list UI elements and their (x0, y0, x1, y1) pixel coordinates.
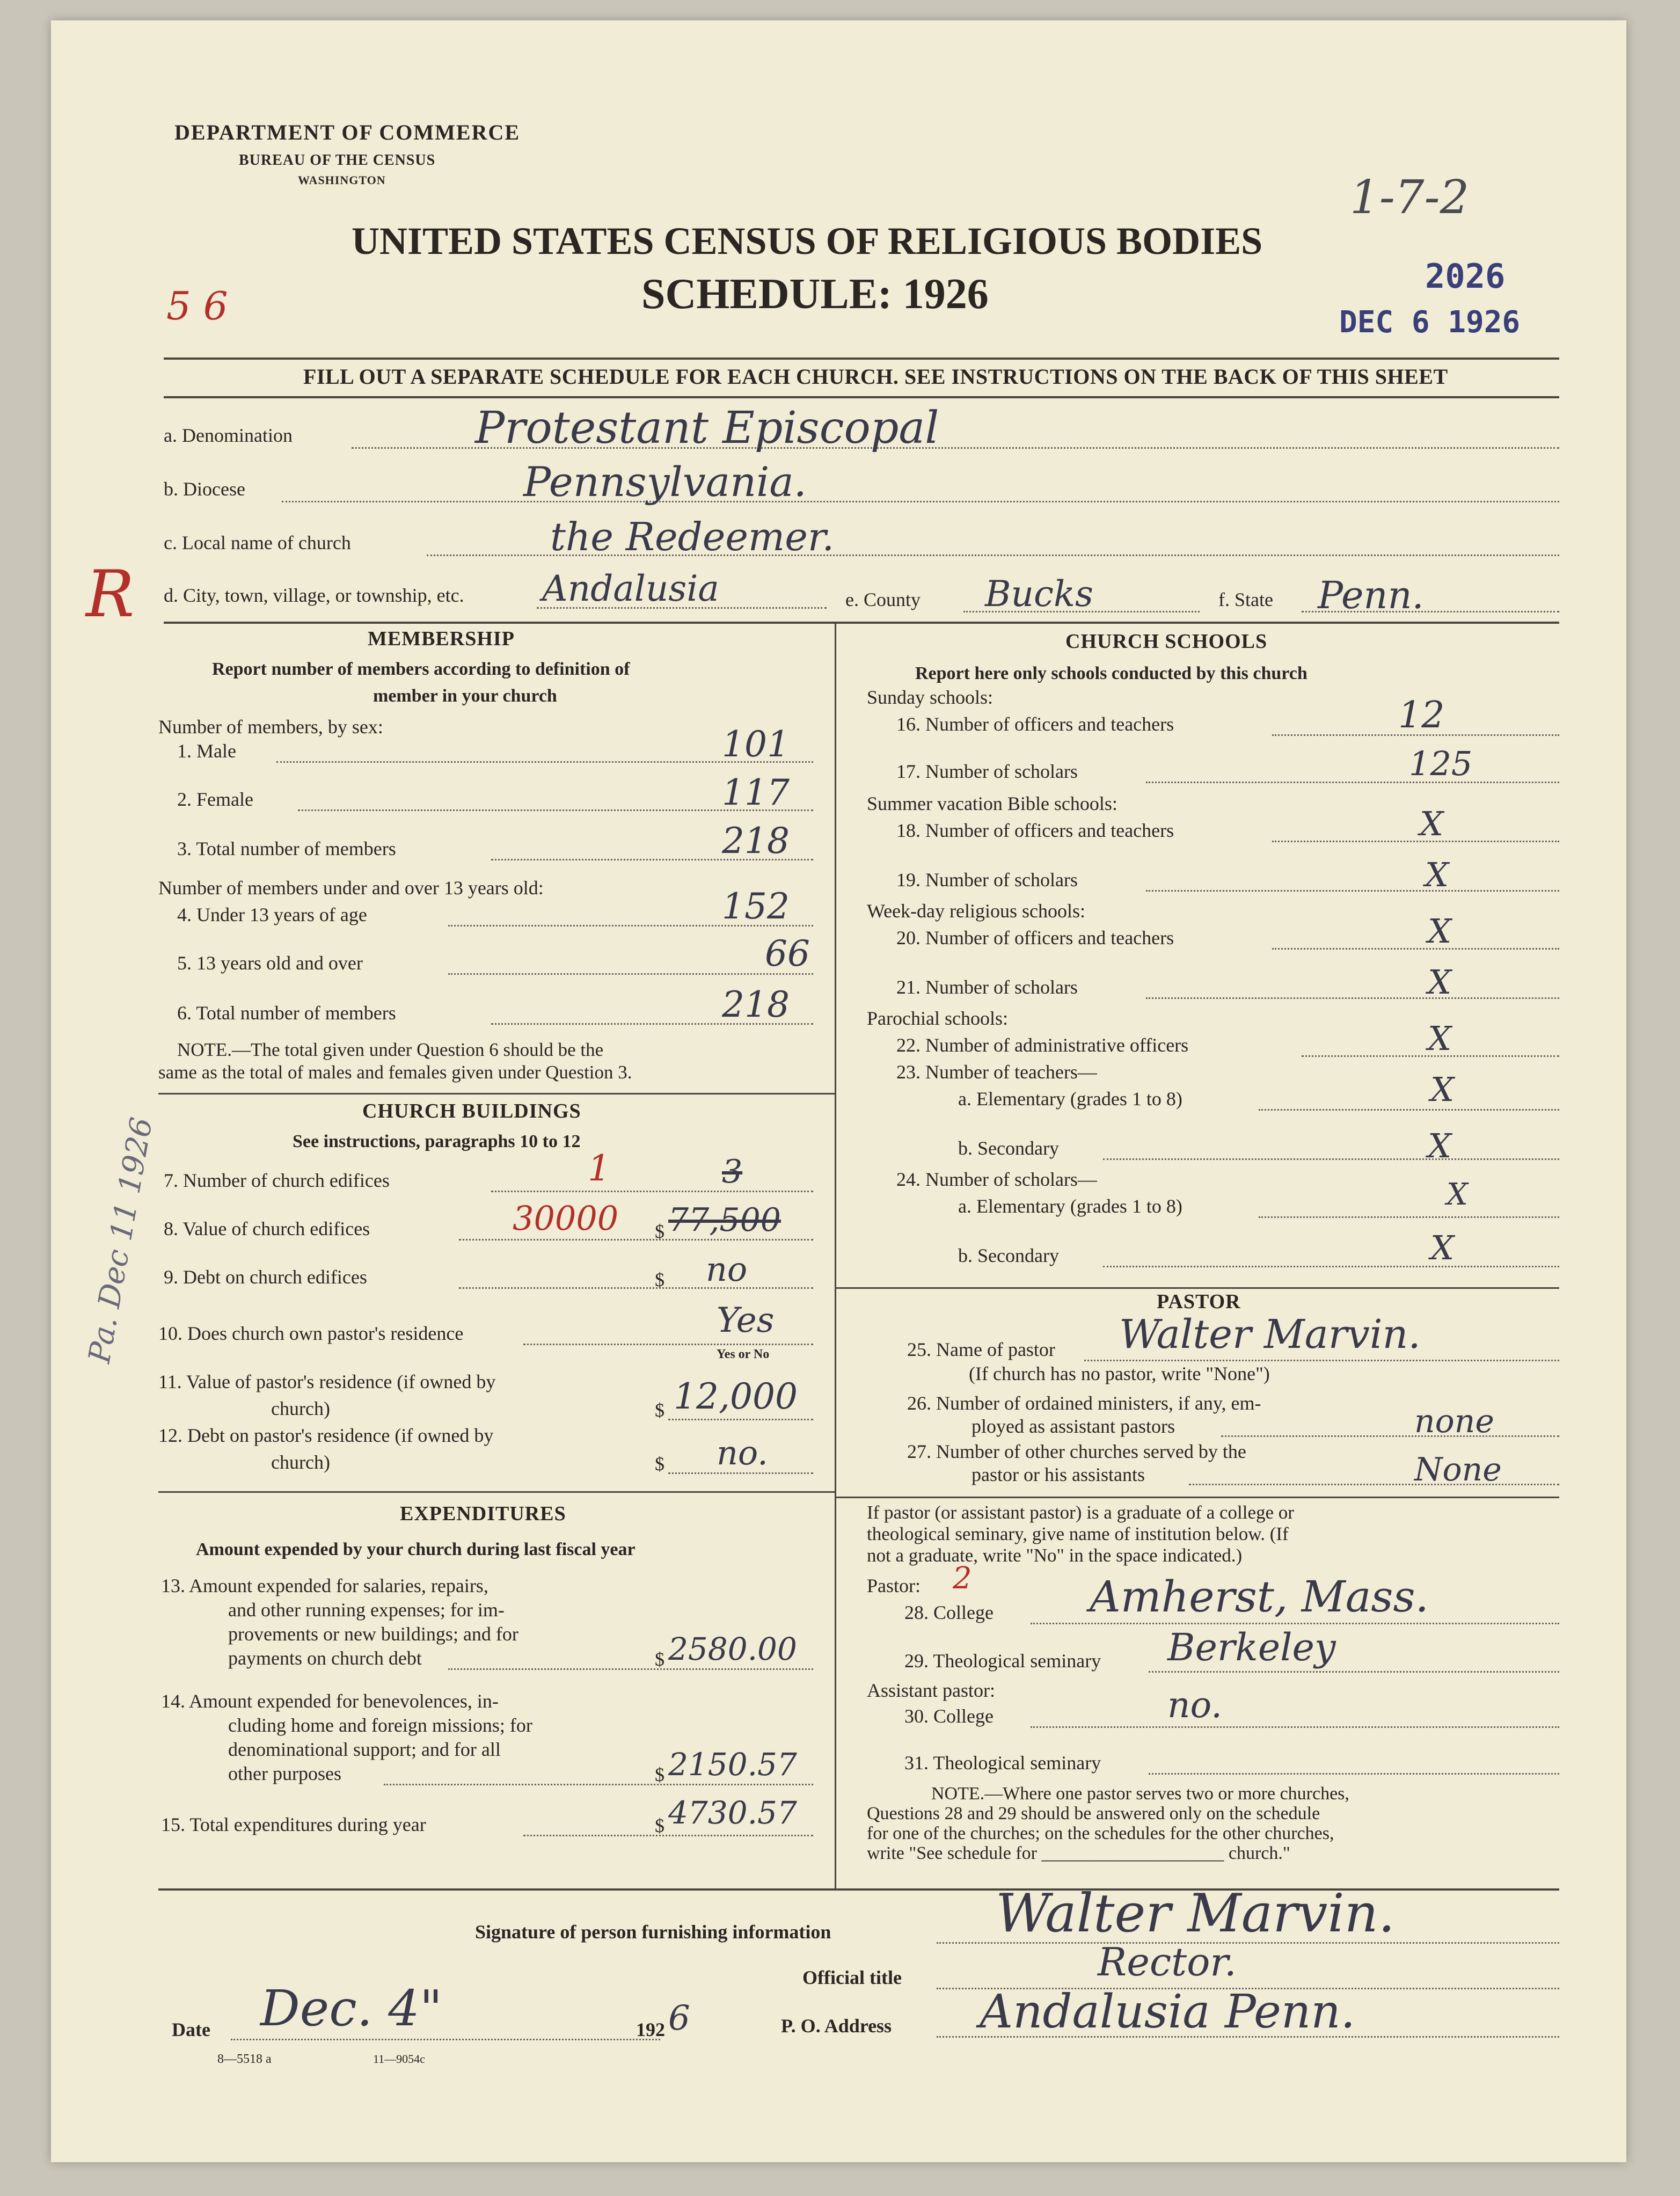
form-title: UNITED STATES CENSUS OF RELIGIOUS BODIES (352, 220, 1263, 262)
q13-dollar: $ (655, 1648, 664, 1670)
q24a-line (1259, 1216, 1559, 1218)
membership-divider (158, 1093, 835, 1095)
q23b-label: b. Secondary (958, 1137, 1059, 1159)
state-label: f. State (1218, 589, 1273, 610)
assistant-pastor-label: Assistant pastor: (867, 1680, 995, 1701)
q31-label: 31. Theological seminary (904, 1752, 1101, 1774)
q14-value: 2150.57 (668, 1746, 797, 1783)
pastor-intro-2: theological seminary, give name of institution below. (If (867, 1523, 1289, 1544)
q21-label: 21. Number of scholars (896, 976, 1078, 998)
q14-label-line2: cluding home and foreign missions; for (228, 1715, 532, 1736)
q23-label: 23. Number of teachers— (896, 1061, 1097, 1083)
q22-label: 22. Number of administrative officers (896, 1034, 1189, 1056)
q14-label-line1: 14. Amount expended for benevolences, in- (161, 1690, 499, 1712)
sunday-schools-label: Sunday schools: (867, 687, 994, 708)
q29-label: 29. Theological seminary (904, 1650, 1101, 1672)
state-value: Penn. (1318, 573, 1424, 617)
q8-original-value: 77,500 (668, 1201, 781, 1239)
q11-line (668, 1419, 813, 1420)
diocese-line (282, 501, 1559, 502)
q19-value: X (1425, 855, 1449, 894)
q23a-label: a. Elementary (grades 1 to 8) (958, 1088, 1182, 1110)
q7-line (491, 1191, 813, 1192)
q30-value: no. (1167, 1684, 1223, 1726)
handwritten-reference-code: 1-7-2 (1350, 171, 1470, 224)
schedule-title: SCHEDULE: 1926 (641, 271, 989, 318)
q26-label-line1: 26. Number of ordained ministers, if any, em- (907, 1392, 1261, 1414)
parochial-schools-label: Parochial schools: (867, 1008, 1008, 1029)
county-label: e. County (845, 589, 921, 610)
pastor-red-mark: 2 (953, 1561, 972, 1596)
column-divider (835, 622, 836, 1888)
q13-label-line3: provements or new buildings; and for (228, 1623, 518, 1645)
schools-divider (835, 1287, 1559, 1289)
date-value: Dec. 4" (260, 1980, 443, 2037)
q23a-line (1259, 1109, 1559, 1111)
q11-label-line1: 11. Value of pastor's residence (if owned by (158, 1371, 496, 1392)
instruction-line: FILL OUT A SEPARATE SCHEDULE FOR EACH CHURCH. SEE INSTRUCTIONS ON THE BACK OF THIS SHEET (303, 364, 1448, 389)
q15-label: 15. Total expenditures during year (161, 1814, 426, 1835)
buildings-title: CHURCH BUILDINGS (362, 1100, 581, 1122)
membership-note-1: NOTE.—The total given under Question 6 should be the (177, 1039, 604, 1060)
q6-value: 218 (722, 984, 790, 1025)
q12-label-line1: 12. Debt on pastor's residence (if owned by (158, 1425, 494, 1446)
instruction-top-rule (164, 358, 1559, 360)
q24b-value: X (1430, 1228, 1455, 1267)
q17-value: 125 (1409, 744, 1473, 783)
members-by-sex-label: Number of members, by sex: (158, 716, 383, 738)
q9-line (459, 1287, 813, 1289)
q5-label: 5. 13 years old and over (177, 952, 363, 974)
q1-label: 1. Male (177, 740, 236, 762)
q18-value: X (1420, 804, 1444, 843)
q12-line (668, 1472, 813, 1474)
buildings-divider (158, 1491, 835, 1493)
q23a-value: X (1430, 1070, 1455, 1109)
q20-line (1272, 948, 1559, 950)
pastor-note-3: for one of the churches; on the schedules for the other churches, (867, 1823, 1334, 1843)
q10-hint: Yes or No (717, 1347, 770, 1361)
q14-label-line3: denominational support; and for all (228, 1739, 501, 1760)
q27-value: None (1414, 1451, 1502, 1489)
q31-line (1149, 1773, 1559, 1775)
instruction-bottom-rule (164, 396, 1559, 398)
local-name-value: the Redeemer. (550, 514, 835, 559)
q13-line (448, 1668, 813, 1670)
q14-line (384, 1784, 813, 1785)
county-value: Bucks (985, 573, 1093, 615)
q15-line (523, 1835, 813, 1836)
q18-label: 18. Number of officers and teachers (896, 820, 1174, 841)
department-heading: DEPARTMENT OF COMMERCE (174, 120, 521, 144)
q13-label-line2: and other running expenses; for im- (228, 1599, 505, 1621)
official-title-label: Official title (802, 1967, 902, 1988)
q15-dollar: $ (655, 1815, 664, 1836)
q7-corrected-value: 1 (588, 1148, 610, 1189)
q16-value: 12 (1398, 694, 1445, 736)
year-prefix: 192 (636, 2019, 665, 2040)
diocese-label: b. Diocese (164, 478, 245, 500)
date-line (231, 2039, 660, 2040)
q29-line (1149, 1671, 1559, 1673)
q9-value: no (706, 1250, 748, 1289)
q24b-line (1103, 1266, 1559, 1267)
expenditures-title: EXPENDITURES (400, 1502, 566, 1525)
q25-value: Walter Marvin. (1119, 1311, 1421, 1358)
bureau-heading: BUREAU OF THE CENSUS (239, 152, 436, 169)
receipt-stamp-number: 2026 (1425, 257, 1506, 296)
denomination-value: Protestant Episcopal (475, 403, 939, 454)
q22-value: X (1428, 1019, 1452, 1058)
q7-label: 7. Number of church edifices (164, 1170, 390, 1191)
members-by-age-label: Number of members under and over 13 years old: (158, 877, 544, 899)
official-title-value: Rector. (1098, 1939, 1237, 1985)
q3-value: 218 (722, 820, 790, 862)
q5-value: 66 (765, 933, 810, 974)
q7-original-value: 3 (722, 1153, 743, 1191)
handwritten-letter-r: R (86, 557, 135, 632)
q20-value: X (1428, 911, 1452, 951)
q25-label: 25. Name of pastor (907, 1339, 1055, 1360)
q9-dollar: $ (655, 1269, 664, 1290)
q26-label-line2: ployed as assistant pastors (972, 1416, 1175, 1437)
pastor-divider (835, 1497, 1559, 1498)
city-label: d. City, town, village, or township, etc. (164, 585, 464, 606)
pastor-note-2: Questions 28 and 29 should be answered only on the schedule (867, 1804, 1320, 1823)
q10-label: 10. Does church own pastor's residence (158, 1323, 464, 1344)
schools-subtitle: Report here only schools conducted by this church (915, 663, 1308, 683)
print-code: 11—9054c (373, 2052, 425, 2066)
q16-label: 16. Number of officers and teachers (896, 713, 1174, 735)
q27-label-line1: 27. Number of other churches served by the (907, 1441, 1246, 1462)
q28-line (1031, 1623, 1559, 1624)
q8-line (459, 1239, 813, 1241)
pastor-intro-3: not a graduate, write "No" in the space indicated.) (867, 1545, 1243, 1566)
city-value: Andalusia (542, 568, 719, 609)
q21-value: X (1428, 962, 1452, 1002)
q5-line (448, 973, 813, 975)
q12-label-line2: church) (271, 1451, 330, 1473)
q18-line (1272, 841, 1559, 842)
pastor-sub-label: Pastor: (867, 1575, 921, 1596)
q14-dollar: $ (655, 1764, 664, 1785)
q8-dollar: $ (655, 1221, 664, 1242)
q30-label: 30. College (904, 1705, 994, 1727)
q11-label-line2: church) (271, 1398, 330, 1419)
q8-corrected-value: 30000 (513, 1199, 619, 1238)
q25-hint: (If church has no pastor, write "None") (969, 1363, 1270, 1384)
pastor-note-4: write "See schedule for ____________________ church." (867, 1843, 1290, 1863)
q8-label: 8. Value of church edifices (164, 1218, 370, 1239)
q2-value: 117 (722, 772, 790, 813)
q19-line (1146, 890, 1559, 892)
q11-value: 12,000 (674, 1376, 798, 1417)
q9-label: 9. Debt on church edifices (164, 1266, 367, 1288)
signature-label: Signature of person furnishing information (475, 1921, 831, 1943)
q23b-line (1103, 1158, 1559, 1160)
q1-value: 101 (722, 724, 790, 765)
expenditures-subtitle: Amount expended by your church during last fiscal year (196, 1540, 636, 1559)
date-label: Date (172, 2019, 210, 2040)
q20-label: 20. Number of officers and teachers (896, 927, 1174, 949)
pastor-title: PASTOR (1157, 1290, 1241, 1313)
q10-line (523, 1344, 813, 1345)
q15-value: 4730.57 (668, 1794, 797, 1831)
q23b-value: X (1428, 1126, 1452, 1165)
weekday-schools-label: Week-day religious schools: (867, 900, 1086, 922)
q13-label-line4: payments on church debt (228, 1647, 422, 1669)
q26-line (1221, 1435, 1559, 1437)
form-code: 8—5518 a (217, 2052, 272, 2066)
q2-label: 2. Female (177, 789, 253, 810)
q21-line (1146, 997, 1559, 999)
q17-line (1146, 782, 1559, 783)
q17-label: 17. Number of scholars (896, 761, 1078, 782)
membership-note-2: same as the total of males and females given under Question 3. (158, 1062, 632, 1083)
q19-label: 19. Number of scholars (896, 869, 1078, 891)
pastor-intro-1: If pastor (or assistant pastor) is a graduate of a college or (867, 1502, 1294, 1523)
q4-value: 152 (722, 886, 790, 927)
census-schedule-sheet (51, 20, 1626, 2162)
side-margin-note: Pa. Dec 11 1926 (82, 1114, 160, 1366)
q10-value: Yes (717, 1301, 775, 1340)
q13-label-line1: 13. Amount expended for salaries, repairs, (161, 1575, 488, 1596)
section-divider-top (164, 622, 1559, 624)
year-digit: 6 (668, 1998, 690, 2038)
q29-value: Berkeley (1167, 1625, 1336, 1669)
q14-label-line4: other purposes (228, 1763, 341, 1784)
q13-value: 2580.00 (668, 1631, 797, 1667)
summer-schools-label: Summer vacation Bible schools: (867, 793, 1117, 814)
membership-subtitle-2: member in your church (373, 686, 557, 706)
membership-subtitle-1: Report number of members according to definition of (212, 659, 630, 679)
q28-value: Amherst, Mass. (1090, 1572, 1429, 1622)
handwritten-number-56: 5 6 (166, 283, 228, 329)
q30-line (1031, 1726, 1559, 1728)
diocese-value: Pennsylvania. (523, 458, 807, 506)
q3-label: 3. Total number of members (177, 838, 396, 859)
q12-dollar: $ (655, 1453, 664, 1475)
local-name-label: c. Local name of church (164, 532, 351, 553)
city-heading: WASHINGTON (298, 173, 386, 187)
signature-value: Walter Marvin. (996, 1883, 1395, 1944)
membership-title: MEMBERSHIP (368, 628, 515, 650)
q27-line (1189, 1484, 1559, 1485)
q6-label: 6. Total number of members (177, 1002, 396, 1024)
q4-label: 4. Under 13 years of age (177, 904, 367, 925)
address-value: Andalusia Penn. (980, 1985, 1355, 2039)
q25-line (1084, 1360, 1559, 1361)
receipt-stamp-date: DEC 6 1926 (1339, 305, 1521, 340)
q24a-value: X (1447, 1177, 1468, 1212)
q24b-label: b. Secondary (958, 1245, 1059, 1266)
pastor-note-1: NOTE.—Where one pastor serves two or more churches, (931, 1784, 1349, 1804)
q11-dollar: $ (655, 1399, 664, 1421)
q24-label: 24. Number of scholars— (896, 1169, 1097, 1190)
q28-label: 28. College (904, 1602, 994, 1623)
address-label: P. O. Address (781, 2015, 892, 2037)
denomination-label: a. Denomination (164, 425, 293, 446)
q24a-label: a. Elementary (grades 1 to 8) (958, 1195, 1182, 1217)
schools-title: CHURCH SCHOOLS (1065, 630, 1268, 653)
q26-value: none (1414, 1403, 1494, 1440)
q27-label-line2: pastor or his assistants (972, 1464, 1145, 1485)
q12-value: no. (717, 1433, 768, 1472)
buildings-subtitle: See instructions, paragraphs 10 to 12 (293, 1132, 581, 1151)
